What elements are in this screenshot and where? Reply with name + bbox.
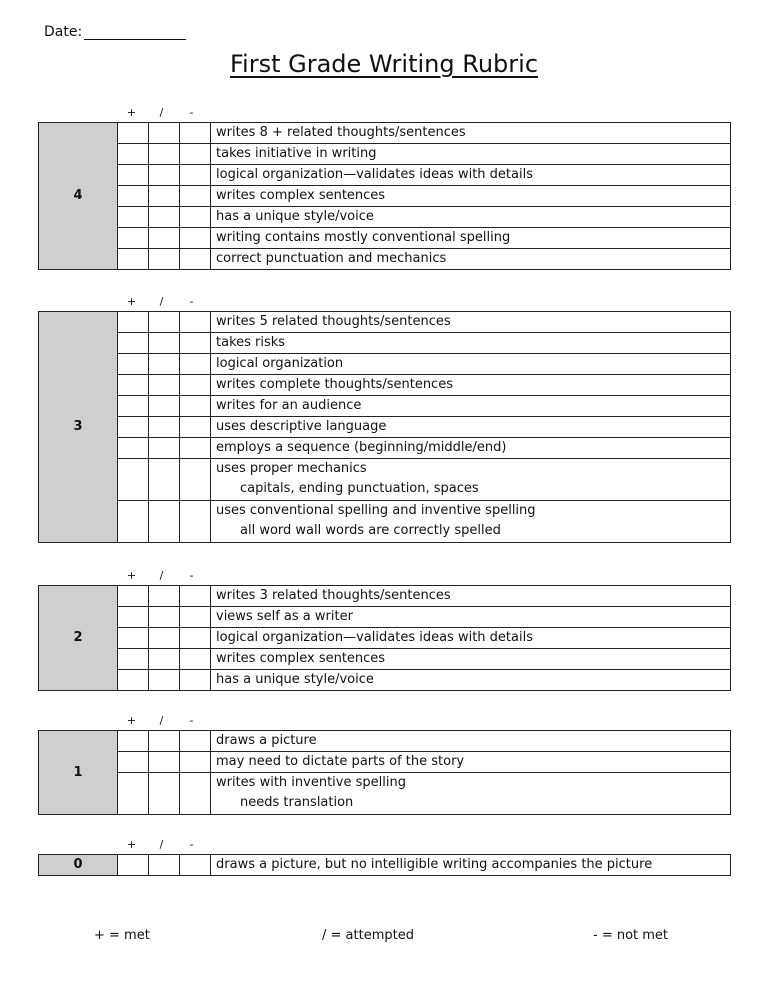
criterion-text: views self as a writer [216,609,353,624]
criterion-cell [211,752,731,773]
mark-symbol: - [189,106,194,119]
criterion-text: uses descriptive language [216,419,387,434]
mark-cell-met[interactable] [118,586,149,607]
criterion-cell [211,459,731,501]
mark-cell-not-met[interactable] [180,670,211,691]
criterion-cell [211,165,731,186]
score-cell: 2 [39,586,118,691]
table-row [39,144,731,165]
mark-cell-not-met[interactable] [180,752,211,773]
criterion-subtext: needs translation [240,795,354,810]
criterion-cell [211,207,731,228]
criterion-cell [211,438,731,459]
mark-symbol: / [159,295,164,308]
criterion-subtext: capitals, ending punctuation, spaces [240,481,479,496]
rubric-table [38,730,731,815]
table-row [39,438,731,459]
mark-symbol: / [159,569,164,582]
table-row [39,375,731,396]
criterion-cell [211,417,731,438]
mark-cell-attempted[interactable] [149,207,180,228]
criterion-text: writing contains mostly conventional spelling [216,230,511,245]
table-row [39,607,731,628]
mark-cell-not-met[interactable] [180,459,211,501]
criterion-cell [211,333,731,354]
criterion-cell [211,628,731,649]
mark-cell-attempted[interactable] [149,333,180,354]
criterion-text: may need to dictate parts of the story [216,754,465,769]
mark-cell-not-met[interactable] [180,186,211,207]
mark-cell-attempted[interactable] [149,144,180,165]
mark-cell-attempted[interactable] [149,312,180,333]
score-cell: 4 [39,123,118,270]
mark-cell-attempted[interactable] [149,123,180,144]
mark-symbol: - [189,714,194,727]
criterion-text: correct punctuation and mechanics [216,251,447,266]
criterion-text: takes initiative in writing [216,146,377,161]
mark-cell-met[interactable] [118,249,149,270]
mark-cell-not-met[interactable] [180,396,211,417]
criterion-cell [211,731,731,752]
mark-cell-not-met[interactable] [180,123,211,144]
mark-symbol: + [126,714,137,727]
mark-cell-met[interactable] [118,144,149,165]
mark-cell-attempted[interactable] [149,186,180,207]
rubric-table [38,854,731,876]
mark-cell-not-met[interactable] [180,855,211,876]
mark-cell-not-met[interactable] [180,628,211,649]
table-row [39,354,731,375]
criterion-cell [211,312,731,333]
rubric-table [38,122,731,270]
criterion-text: writes complex sentences [216,651,386,666]
criterion-cell [211,396,731,417]
mark-cell-met[interactable] [118,607,149,628]
legend-met: + = met [94,928,150,943]
criterion-cell [211,186,731,207]
mark-cell-met[interactable] [118,207,149,228]
table-row [39,207,731,228]
mark-cell-met[interactable] [118,165,149,186]
criterion-text: writes complex sentences [216,188,386,203]
legend-attempted: / = attempted [322,928,414,943]
mark-cell-attempted[interactable] [149,752,180,773]
mark-symbol: + [126,838,137,851]
mark-cell-not-met[interactable] [180,649,211,670]
mark-cell-attempted[interactable] [149,670,180,691]
mark-cell-attempted[interactable] [149,438,180,459]
mark-cell-met[interactable] [118,649,149,670]
criterion-cell [211,607,731,628]
mark-symbol: - [189,838,194,851]
rubric-table [38,311,731,543]
table-row [39,773,731,815]
score-cell: 1 [39,731,118,815]
table-row [39,855,731,876]
table-row [39,228,731,249]
mark-cell-met[interactable] [118,670,149,691]
mark-cell-attempted[interactable] [149,375,180,396]
mark-symbol: + [126,295,137,308]
criterion-text: writes 5 related thoughts/sentences [216,314,451,329]
rubric-table [38,585,731,691]
mark-cell-attempted[interactable] [149,773,180,815]
criterion-text: logical organization—validates ideas with details [216,167,533,182]
criterion-cell [211,773,731,815]
criterion-subtext: all word wall words are correctly spelled [240,523,501,538]
table-row [39,731,731,752]
criterion-text: logical organization—validates ideas with details [216,630,533,645]
table-row [39,123,731,144]
mark-cell-not-met[interactable] [180,312,211,333]
mark-cell-met[interactable] [118,375,149,396]
mark-header [38,106,731,120]
score-cell: 0 [39,855,118,876]
criterion-text: writes 3 related thoughts/sentences [216,588,451,603]
mark-symbol: - [189,569,194,582]
table-row [39,628,731,649]
mark-cell-met[interactable] [118,731,149,752]
mark-cell-attempted[interactable] [149,249,180,270]
table-row [39,165,731,186]
table-row [39,249,731,270]
legend-not-met: - = not met [593,928,669,943]
mark-cell-attempted[interactable] [149,354,180,375]
date-field[interactable] [84,24,186,40]
table-row [39,649,731,670]
date-row [44,24,186,40]
criterion-text: has a unique style/voice [216,209,374,224]
mark-cell-met[interactable] [118,855,149,876]
criterion-text: takes risks [216,335,286,350]
mark-cell-attempted[interactable] [149,649,180,670]
mark-cell-not-met[interactable] [180,438,211,459]
criterion-text: writes complete thoughts/sentences [216,377,453,392]
mark-cell-met[interactable] [118,773,149,815]
mark-cell-attempted[interactable] [149,501,180,543]
mark-cell-not-met[interactable] [180,731,211,752]
mark-symbol: + [126,569,137,582]
criterion-cell [211,123,731,144]
mark-cell-met[interactable] [118,417,149,438]
mark-cell-not-met[interactable] [180,165,211,186]
criterion-text: uses proper mechanics [216,461,367,476]
mark-cell-not-met[interactable] [180,375,211,396]
criterion-cell [211,249,731,270]
table-row [39,586,731,607]
mark-cell-met[interactable] [118,459,149,501]
criterion-cell [211,649,731,670]
mark-cell-attempted[interactable] [149,228,180,249]
date-label: Date: [44,24,83,40]
criterion-cell [211,144,731,165]
mark-header [38,838,731,852]
table-row [39,501,731,543]
table-row [39,312,731,333]
criterion-text: uses conventional spelling and inventive spelling [216,503,536,518]
mark-cell-met[interactable] [118,396,149,417]
criterion-cell [211,354,731,375]
mark-cell-attempted[interactable] [149,855,180,876]
criterion-text: writes 8 + related thoughts/sentences [216,125,466,140]
mark-cell-not-met[interactable] [180,501,211,543]
mark-symbol: / [159,106,164,119]
page-title: First Grade Writing Rubric [229,50,539,78]
mark-cell-met[interactable] [118,354,149,375]
mark-cell-not-met[interactable] [180,417,211,438]
criterion-cell [211,375,731,396]
table-row [39,752,731,773]
mark-cell-not-met[interactable] [180,333,211,354]
mark-cell-not-met[interactable] [180,207,211,228]
mark-cell-attempted[interactable] [149,165,180,186]
table-row [39,670,731,691]
mark-cell-met[interactable] [118,312,149,333]
mark-cell-not-met[interactable] [180,607,211,628]
table-row [39,396,731,417]
mark-header [38,569,731,583]
mark-cell-met[interactable] [118,628,149,649]
mark-cell-not-met[interactable] [180,586,211,607]
mark-cell-attempted[interactable] [149,417,180,438]
mark-symbol: / [159,838,164,851]
mark-cell-met[interactable] [118,501,149,543]
criterion-cell [211,228,731,249]
mark-cell-not-met[interactable] [180,144,211,165]
criterion-text: draws a picture [216,733,317,748]
mark-symbol: - [189,295,194,308]
mark-cell-attempted[interactable] [149,459,180,501]
mark-header [38,714,731,728]
table-row [39,417,731,438]
mark-cell-not-met[interactable] [180,773,211,815]
criterion-cell [211,855,731,876]
mark-symbol: / [159,714,164,727]
criterion-cell [211,670,731,691]
criterion-text: writes with inventive spelling [216,775,406,790]
mark-cell-not-met[interactable] [180,354,211,375]
mark-header [38,295,731,309]
score-cell: 3 [39,312,118,543]
mark-cell-met[interactable] [118,123,149,144]
mark-cell-met[interactable] [118,333,149,354]
mark-symbol: + [126,106,137,119]
mark-cell-not-met[interactable] [180,228,211,249]
mark-cell-attempted[interactable] [149,607,180,628]
mark-cell-met[interactable] [118,752,149,773]
mark-cell-met[interactable] [118,438,149,459]
criterion-cell [211,586,731,607]
mark-cell-met[interactable] [118,228,149,249]
mark-cell-attempted[interactable] [149,396,180,417]
criterion-text: logical organization [216,356,344,371]
mark-cell-attempted[interactable] [149,586,180,607]
table-row [39,333,731,354]
mark-cell-not-met[interactable] [180,249,211,270]
mark-cell-attempted[interactable] [149,731,180,752]
mark-cell-attempted[interactable] [149,628,180,649]
mark-cell-met[interactable] [118,186,149,207]
criterion-text: has a unique style/voice [216,672,374,687]
criterion-text: draws a picture, but no intelligible writing accompanies the picture [216,857,653,872]
table-row [39,459,731,501]
table-row [39,186,731,207]
criterion-cell [211,501,731,543]
criterion-text: writes for an audience [216,398,362,413]
criterion-text: employs a sequence (beginning/middle/end) [216,440,507,455]
